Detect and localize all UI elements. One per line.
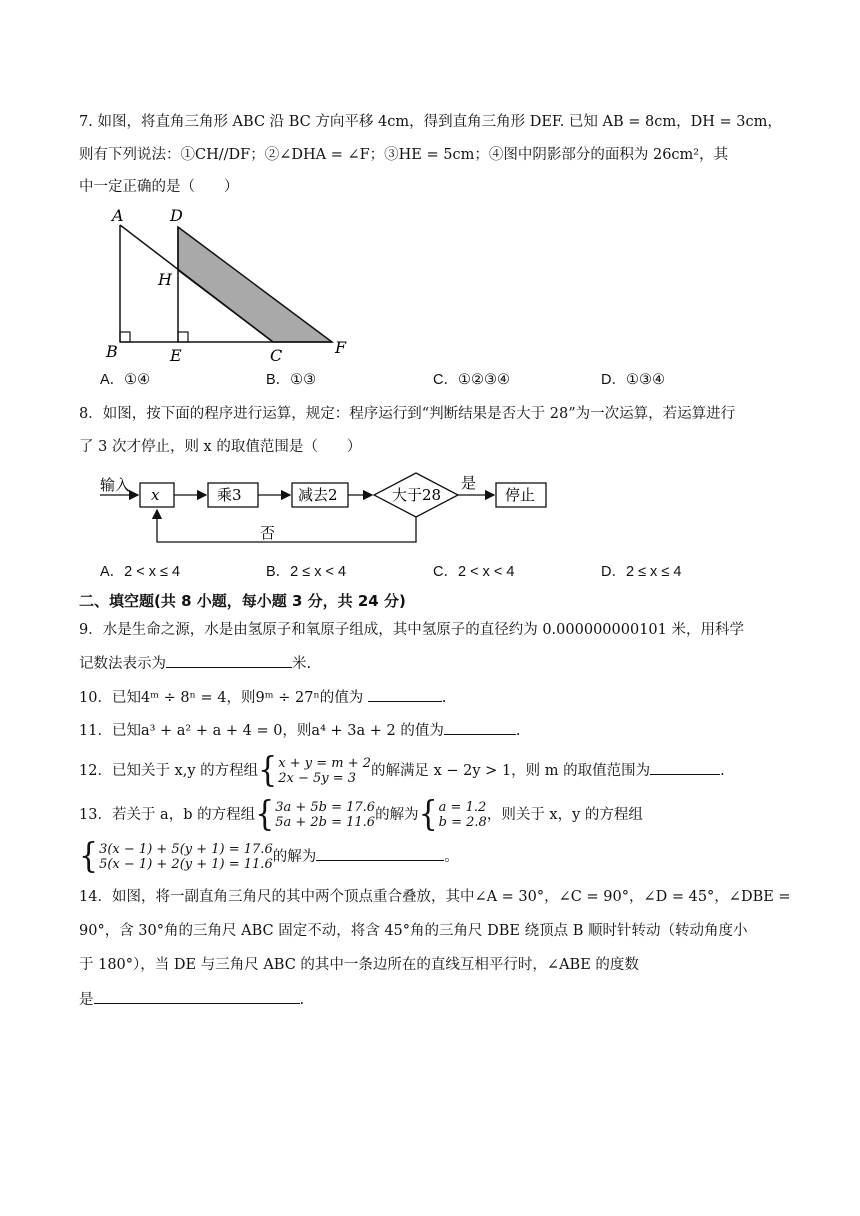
q14-line3: 于 180°），当 DE 与三角尺 ABC 的其中一条边所在的直线互相平行时，∠ABE 的度数: [79, 957, 639, 973]
q8-option-a[interactable]: A．2 < x ≤ 4: [100, 564, 181, 580]
q12-answer-blank[interactable]: [650, 760, 720, 775]
label-F: F: [335, 338, 347, 357]
q13-answer-blank[interactable]: [316, 846, 444, 861]
q12-line: 12．已知关于 x,y 的方程组 { x + y = m + 2 2x − 5y = 3 的解满足 x − 2y > 1，则 m 的取值范围为 .: [79, 750, 725, 791]
q7-figure: [100, 203, 360, 363]
q11-line: 11．已知a³ + a² + a + 4 = 0，则a⁴ + 3a + 2 的值为 .: [79, 720, 520, 741]
q8-option-b[interactable]: B．2 ≤ x < 4: [266, 564, 347, 580]
flow-mul: 乘3: [217, 486, 242, 504]
q8-line2: 了 3 次才停止，则 x 的取值范围是（ ）: [79, 439, 362, 455]
q10-answer-blank[interactable]: [368, 687, 442, 702]
flow-sub: 减去2: [298, 486, 338, 504]
q7-option-a[interactable]: A．①④: [100, 372, 151, 388]
q8-option-d[interactable]: D．2 ≤ x ≤ 4: [601, 564, 682, 580]
shaded-region: [178, 227, 332, 342]
q10-line: 10．已知4ᵐ ÷ 8ⁿ = 4，则9ᵐ ÷ 27ⁿ的值为 .: [79, 687, 446, 708]
q14-line1: 14．如图，将一副直角三角尺的其中两个顶点重合叠放，其中∠A = 30°，∠C = 90°，∠D = 45°，∠DBE =: [79, 889, 791, 905]
flow-x: x: [151, 486, 160, 504]
q8-flowchart: [98, 470, 558, 550]
q14-line4: 是 .: [79, 989, 304, 1010]
flow-input: 输入: [100, 476, 131, 494]
flow-stop: 停止: [505, 486, 536, 504]
q13-line1: 13．若关于 a，b 的方程组 { 3a + 5b = 17.6 5a + 2b = 11.6 的解为 { a = 1.2 b = 2.8 ，则关于 x，y 的方程组: [79, 794, 643, 835]
q7-line1: 7. 如图，将直角三角形 ABC 沿 BC 方向平移 4cm，得到直角三角形 DEF. 已知 AB = 8cm，DH = 3cm，: [79, 114, 782, 130]
q9-line2: 记数法表示为 米.: [79, 653, 311, 674]
q14-line2: 90°，含 30°角的三角尺 ABC 固定不动，将含 45°角的三角尺 DBE 绕顶点 B 顺时针转动（转动角度小: [79, 923, 748, 939]
q9-line1: 9．水是生命之源，水是由氢原子和氧原子组成，其中氢原子的直径约为 0.000000000101 米，用科学: [79, 622, 744, 638]
q11-answer-blank[interactable]: [444, 720, 516, 735]
section-title: 二、填空题(共 8 小题，每小题 3 分，共 24 分): [79, 592, 406, 610]
q8-option-c[interactable]: C．2 < x < 4: [433, 564, 515, 580]
label-E: E: [170, 346, 182, 363]
q7-line3: 中一定正确的是（ ）: [79, 179, 239, 195]
q14-answer-blank[interactable]: [94, 989, 300, 1004]
label-A: A: [112, 206, 124, 225]
label-D: D: [170, 206, 183, 225]
q9-answer-blank[interactable]: [166, 653, 292, 668]
q7-option-b[interactable]: B．①③: [266, 372, 317, 388]
q13-line2: { 3(x − 1) + 5(y + 1) = 17.6 5(x − 1) + 2(y + 1) = 11.6 的解为 。: [79, 836, 459, 877]
q7-option-c[interactable]: C．①②③④: [433, 372, 510, 388]
label-H: H: [158, 270, 172, 289]
q8-line1: 8．如图，按下面的程序进行运算，规定：程序运行到“判断结果是否大于 28”为一次运算，若运算进行: [79, 406, 736, 422]
flow-yes: 是: [461, 474, 477, 492]
label-C: C: [270, 346, 283, 363]
q7-line2: 则有下列说法：①CH//DF；②∠DHA = ∠F；③HE = 5cm；④图中阴影部分的面积为 26cm²，其: [79, 147, 729, 163]
q7-option-d[interactable]: D．①③④: [601, 372, 665, 388]
flow-no: 否: [260, 524, 276, 542]
label-B: B: [106, 342, 118, 361]
flow-cond: 大于28: [392, 486, 442, 504]
